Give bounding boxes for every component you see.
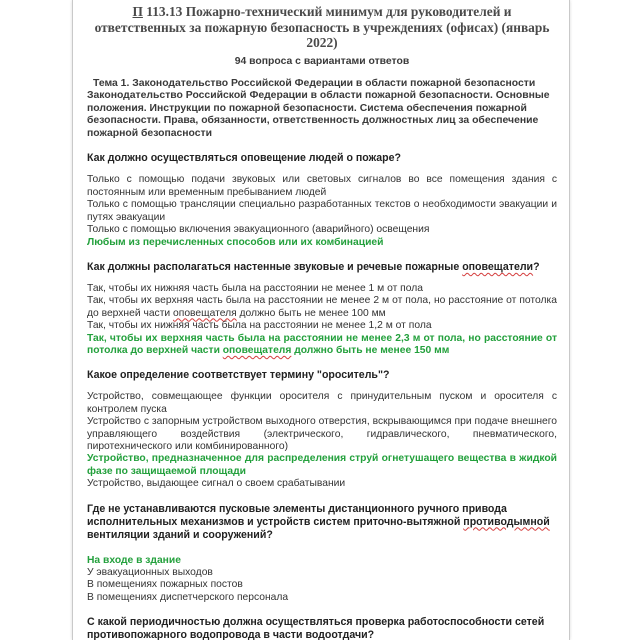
question-text: Где не устанавливаются пусковые элементы дистанционного ручного привода исполнительных механизмов и устройств систем приточно-вытяжной bbox=[87, 502, 507, 528]
question-text: ? bbox=[533, 260, 540, 273]
document-content bbox=[87, 4, 557, 640]
answer-option: Только с помощью включения эвакуационного (аварийного) освещения bbox=[87, 224, 430, 236]
answer-option: В помещениях диспетчерского персонала bbox=[87, 591, 289, 603]
answer-option: Устройство, выдающее сигнал о своем срабатывании bbox=[87, 478, 346, 490]
topic-heading: Тема 1. Законодательство Российской Федерации в области пожарной безопасности Законодательство Российской Федерации в области пожарной безопасности. Основные положения. Инструкции по пожарной безопасности. Система обеспечения пожарной безопасности. Права, обязанности, ответственность должностных лиц за обеспечение пожарной безопасности bbox=[87, 77, 550, 139]
answers-1 bbox=[87, 174, 557, 248]
title-text: 113.13 Пожарно-технический минимум для руководителей и ответственных за пожарную безопасность в учреждениях (офисах) (январь 2022) bbox=[94, 4, 550, 50]
question-text: вентиляции зданий и сооружений? bbox=[87, 528, 273, 541]
title-code: П bbox=[132, 4, 143, 19]
spellcheck-marked-word: оповещателя bbox=[173, 307, 237, 319]
answer-text: Так, чтобы их верхняя часть была на расстоянии не менее 2 м от пола, но расстояние от потолка до верхней части bbox=[87, 295, 557, 319]
answer-option: Устройство, совмещающее функции оросителя с принудительным пуском и оросителя с контролем пуска bbox=[87, 391, 557, 415]
question-5: С какой периодичностью должна осуществляться проверка работоспособности сетей противопожарного водопровода в части водоотдачи? bbox=[87, 616, 545, 640]
question-1: Как должно осуществляться оповещение людей о пожаре? bbox=[87, 152, 402, 165]
answer-option: Так, чтобы их нижняя часть была на расстоянии не менее 1,2 м от пола bbox=[87, 320, 432, 332]
document-subtitle: 94 вопроса с вариантами ответов bbox=[234, 55, 410, 67]
answer-option: Только с помощью подачи звуковых или световых сигналов во все помещения здания с постоянным или временным пребыванием людей bbox=[87, 174, 557, 198]
answers-2 bbox=[87, 283, 557, 357]
answer-option: У эвакуационных выходов bbox=[87, 567, 213, 578]
answer-text: Так, чтобы их верхняя часть была на расстоянии не менее 2,3 м от пола, но расстояние от потолка до верхней части bbox=[87, 332, 557, 356]
correct-answer bbox=[87, 333, 557, 358]
answer-text: должно быть не менее 150 мм bbox=[291, 344, 450, 356]
answers-4 bbox=[87, 555, 557, 605]
question-3: Какое определение соответствует термину "ороситель"? bbox=[87, 369, 390, 382]
question-2 bbox=[87, 261, 557, 274]
spellcheck-marked-word: оповещатели bbox=[462, 260, 534, 273]
question-text: Как должны располагаться настенные звуковые и речевые пожарные bbox=[87, 260, 463, 273]
correct-answer: На входе в здание bbox=[87, 554, 181, 566]
answer-text: должно быть не менее 100 мм bbox=[236, 307, 386, 319]
answer-option: Устройство с запорным устройством выходного отверстия, вскрывающимся при подаче внешнего управляющего воздействия (электрического, гидравлического, пневматического, пиротехнического или комбинированного) bbox=[87, 416, 557, 452]
correct-answer: Любым из перечисленных способов или их комбинацией bbox=[87, 236, 384, 248]
answer-option: Так, чтобы их нижняя часть была на расстоянии не менее 1 м от пола bbox=[87, 282, 423, 294]
spellcheck-marked-word: противодымной bbox=[463, 515, 550, 528]
question-4 bbox=[87, 503, 557, 542]
answer-option: Только с помощью трансляции специально разработанных текстов о необходимости эвакуации и путях эвакуации bbox=[87, 199, 557, 223]
answer-option bbox=[87, 295, 557, 320]
spellcheck-marked-word: оповещателя bbox=[222, 344, 292, 356]
correct-answer: Устройство, предназначенное для распределения струй огнетушащего вещества в жидкой фазе по защищаемой площади bbox=[87, 453, 557, 477]
answer-option: В помещениях пожарных постов bbox=[87, 579, 243, 591]
document-title bbox=[87, 4, 557, 51]
answers-3 bbox=[87, 391, 557, 490]
document-page bbox=[72, 0, 570, 640]
